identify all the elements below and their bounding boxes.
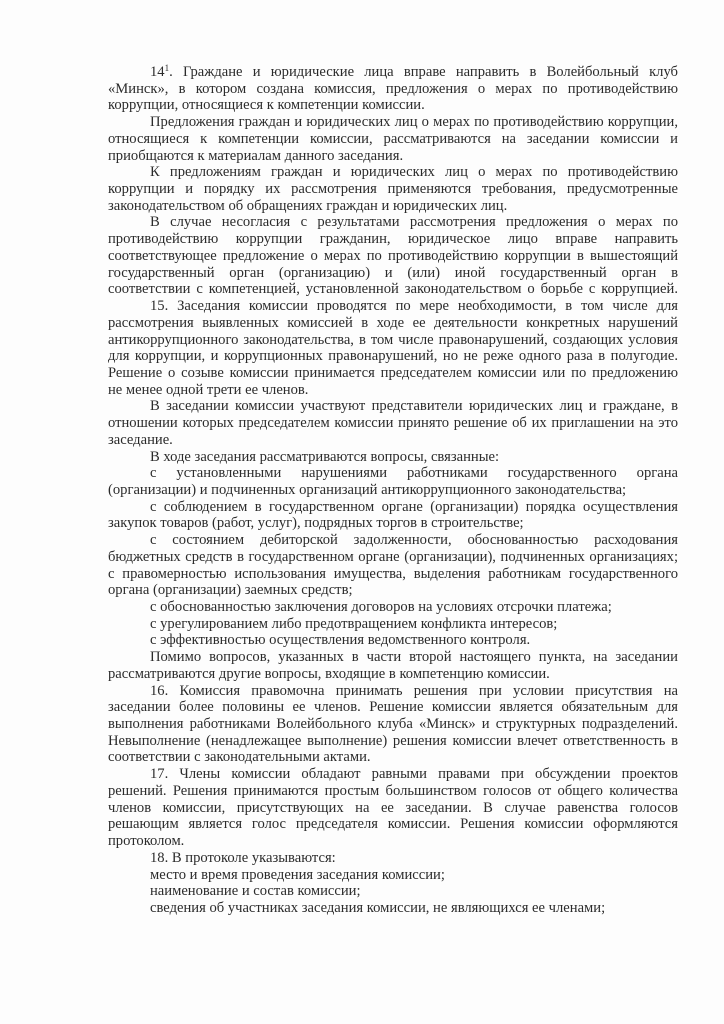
text-line: не менее одной трети ее членов.: [108, 381, 309, 398]
text-line: рассмотрения выявленных комиссией в ходе ее деятельности конкретных нарушений: [108, 314, 678, 331]
paragraph-17-line: 17. Члены комиссии обладают равными правами при обсуждении проектов: [150, 766, 678, 783]
text-line: заседание.: [108, 431, 173, 448]
text-line: коррупции, относящиеся к компетенции комиссии.: [108, 97, 425, 114]
text-line: решений. Решения принимаются простым большинством голосов от общего количества: [108, 782, 678, 799]
text-line: относящиеся к компетенции комиссии, рассматриваются на заседании комиссии и: [108, 130, 678, 147]
paragraph-14-1-line: [108, 64, 678, 81]
text-line: отношении которых председателем комиссии принято решение об их приглашении на это: [108, 415, 678, 432]
text-line: «Минск», в котором создана комиссия, предложения о мерах по противодействию: [108, 80, 678, 97]
list-item-line: закупок товаров (работ, услуг), подрядных торгов в строительстве;: [108, 515, 524, 532]
text-line: Предложения граждан и юридических лиц о мерах по противодействию коррупции,: [150, 114, 678, 131]
text-line: В заседании комиссии участвуют представители юридических лиц и граждане, в: [150, 398, 678, 415]
text-line: выполнения работниками Волейбольного клуба «Минск» и структурных подразделений.: [108, 716, 678, 733]
paragraph-16-line: 16. Комиссия правомочна принимать решения при условии присутствия на: [150, 682, 678, 699]
text-line: рассматриваются другие вопросы, входящие в компетенцию комиссии.: [108, 665, 550, 682]
text-line: приобщаются к материалам данного заседания.: [108, 147, 404, 164]
list-item-line: с состоянием дебиторской задолженности, обоснованностью расходования: [150, 532, 678, 549]
clause-superscript: 1: [164, 63, 170, 73]
text-line: Решение о созыве комиссии принимается председателем комиссии или по предложению: [108, 364, 678, 381]
text-line: коррупции и порядку их рассмотрения применяются требования, предусмотренные: [108, 181, 678, 198]
list-item-line: бюджетных средств в государственном органе (организации), подчиненных организациях;: [108, 548, 678, 565]
list-item-line: с урегулированием либо предотвращением конфликта интересов;: [150, 615, 558, 632]
list-item-line: с соблюдением в государственном органе (организации) порядка осуществления: [150, 498, 678, 515]
text-line: В ходе заседания рассматриваются вопросы, связанные:: [150, 448, 500, 465]
list-item-line: с эффективностью осуществления ведомственного контроля.: [150, 632, 531, 649]
text-line: Помимо вопросов, указанных в части второй настоящего пункта, на заседании: [150, 649, 678, 666]
text-line: К предложениям граждан и юридических лиц о мерах по противодействию: [150, 164, 678, 181]
list-item-line: с правомерностью использования имущества, выделения работникам государственного: [108, 565, 678, 582]
list-item-line: органа (организации) заемных средств;: [108, 582, 353, 599]
protocol-item-line: наименование и состав комиссии;: [150, 883, 361, 900]
text-line: соответствии с компетенцией, установленной законодательством о борьбе с коррупцией.: [108, 281, 678, 298]
text-line: для коррупции, и коррупционных правонарушений, но не реже одного раза в полугодие.: [108, 348, 678, 365]
text-line: Невыполнение (ненадлежащее выполнение) решения комиссии влечет ответственность в: [108, 732, 678, 749]
text-line: заседании более половины ее членов. Решение комиссии является обязательным для: [108, 699, 678, 716]
clause-number: 14: [150, 64, 165, 80]
text-line: противодействию коррупции гражданин, юридическое лицо вправе направить: [108, 231, 678, 248]
line-text: . Граждане и юридические лица вправе направить в Волейбольный клуб: [169, 64, 678, 80]
document-body: [108, 64, 678, 917]
text-line: соответствующее предложение о мерах по противодействию коррупции в вышестоящий: [108, 247, 678, 264]
list-item-line: (организации) и подчиненных организаций антикоррупционного законодательства;: [108, 481, 627, 498]
paragraph-18-line: 18. В протоколе указываются:: [150, 849, 336, 866]
protocol-item-line: место и время проведения заседания комиссии;: [150, 866, 445, 883]
paragraph-15-line: 15. Заседания комиссии проводятся по мере необходимости, в том числе для: [150, 298, 678, 315]
list-item-line: с установленными нарушениями работниками государственного органа: [150, 465, 678, 482]
text-line: решающим является голос председателя комиссии. Решения комиссии оформляются: [108, 816, 678, 833]
text-line: антикоррупционного законодательства, в том числе правонарушений, создающих условия: [108, 331, 678, 348]
text-line: государственный орган (организацию) и (или) иной государственный орган в: [108, 264, 678, 281]
list-item-line: с обоснованностью заключения договоров на условиях отсрочки платежа;: [150, 599, 612, 615]
text-line: протоколом.: [108, 833, 185, 850]
protocol-item-line: сведения об участниках заседания комиссии, не являющихся ее членами;: [150, 899, 606, 916]
text-line: В случае несогласия с результатами рассмотрения предложения о мерах по: [150, 214, 678, 231]
text-line: законодательством об обращениях граждан и юридических лиц.: [108, 197, 508, 214]
text-line: членов комиссии, присутствующих на ее заседании. В случае равенства голосов: [108, 799, 678, 816]
text-line: соответствии с законодательными актами.: [108, 749, 371, 766]
